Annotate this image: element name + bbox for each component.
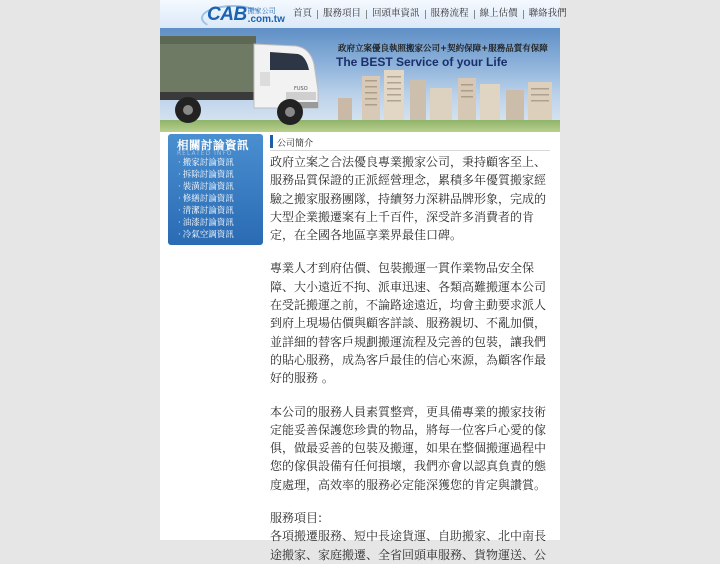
sidebar-item-label: 油漆討論資訊 [182,218,234,228]
sidebar-item-label: 裝潢討論資訊 [182,182,234,192]
truck-image [160,30,330,132]
section-accent-bar [270,135,273,148]
section-header [270,134,550,151]
sidebar-item-label: 搬家討論資訊 [182,158,234,168]
sidebar-item-label: 清潔討論資訊 [182,206,234,216]
nav-services[interactable]: 服務項目 [323,8,362,19]
services-label: 服務項目: [270,511,323,526]
logo-cab-text: CAB [207,4,247,25]
site-logo[interactable] [207,3,285,25]
nav-contact[interactable]: 聯絡我們 [528,8,567,19]
nav-quote[interactable]: 線上估價 [479,8,518,19]
sidebar-title: 相關討論資訊 [177,138,249,152]
sidebar-item-painting[interactable] [178,217,234,229]
page [160,0,567,562]
sidebar-item-repair[interactable] [178,193,234,205]
sidebar-list [178,157,234,241]
top-bar [160,0,567,28]
slogan-english: The BEST Service of your Life [336,55,508,69]
sidebar-item-demolition[interactable] [178,169,234,181]
logo-zh-text: 搬家公司 [247,7,276,15]
nav-home[interactable]: 首頁 [293,8,313,19]
city-buildings-image [328,68,560,124]
bullet-icon: · [178,206,181,216]
logo-domain-text: .com.tw [247,14,285,25]
slogan-chinese: 政府立案優良執照搬家公司+契約保障+服務品質有保障 [338,44,548,54]
bullet-icon: · [178,158,181,168]
sidebar-item-label: 修繕討論資訊 [182,194,234,204]
company-intro-content [270,153,552,564]
nav-process[interactable]: 服務流程 [430,8,469,19]
logo-sub [248,7,285,25]
sidebar-item-aircon[interactable] [178,229,234,241]
main-nav [288,8,572,20]
sidebar-item-renovation[interactable] [178,181,234,193]
services-text: 各項搬遷服務、短中長途貨運、自助搬家、北中南長途搬家、家庭搬遷、全省回頭車服務、貨物運送、公 [270,529,547,562]
intro-paragraph: 政府立案之合法優良專業搬家公司，秉持顧客至上、服務品質保證的正派經營理念，累積多年優質搬家經驗之搬家服務團隊，持續努力深耕品牌形象，完成的大型企業搬遷案有上千百件，深受許多消費者的肯定，在全國各地區享業界最佳口碑。 [270,155,547,243]
bullet-icon: · [178,182,181,192]
sidebar-item-label: 拆除討論資訊 [182,170,234,180]
sidebar-item-cleaning[interactable] [178,205,234,217]
section-title: 公司簡介 [277,139,314,149]
bullet-icon: · [178,230,181,240]
bullet-icon: · [178,194,181,204]
nav-return-truck[interactable]: 回頭車資訊 [372,8,420,19]
intro-paragraph: 專業人才到府估價、包裝搬運一貫作業物品安全保障、大小遠近不拘、派車迅速、各類高難搬運本公司在受託搬運之前，不論路途遠近，均會主動要求派人到府上現場估價與顧客詳談、服務親切、不亂加價，並詳細的替客戶規劃搬運流程及完善的包裝，讓我們的貼心服務，成為客戶最佳的信心來源，為顧客作最好的服務 。 [270,261,547,386]
sidebar-item-moving[interactable] [178,157,234,169]
bullet-icon: · [178,170,181,180]
truck-brand: FUSO [294,86,308,92]
bullet-icon: · [178,218,181,228]
sidebar-item-label: 冷氣空調資訊 [182,230,234,240]
hero-banner [160,28,560,132]
sidebar-title-sub: RELATED INFO [177,150,233,157]
intro-paragraph: 本公司的服務人員素質整齊，更具備專業的搬家技術定能妥善保護您珍貴的物品，將每一位客戶心愛的傢俱，做最妥善的包裝及搬運，如果在整個搬運過程中您的傢俱設備有任何損壞，我們亦會以認真負責的態度處理，高效率的服務必定能深獲您的肯定與讚賞。 [270,404,547,492]
sidebar-related-info [168,134,263,245]
